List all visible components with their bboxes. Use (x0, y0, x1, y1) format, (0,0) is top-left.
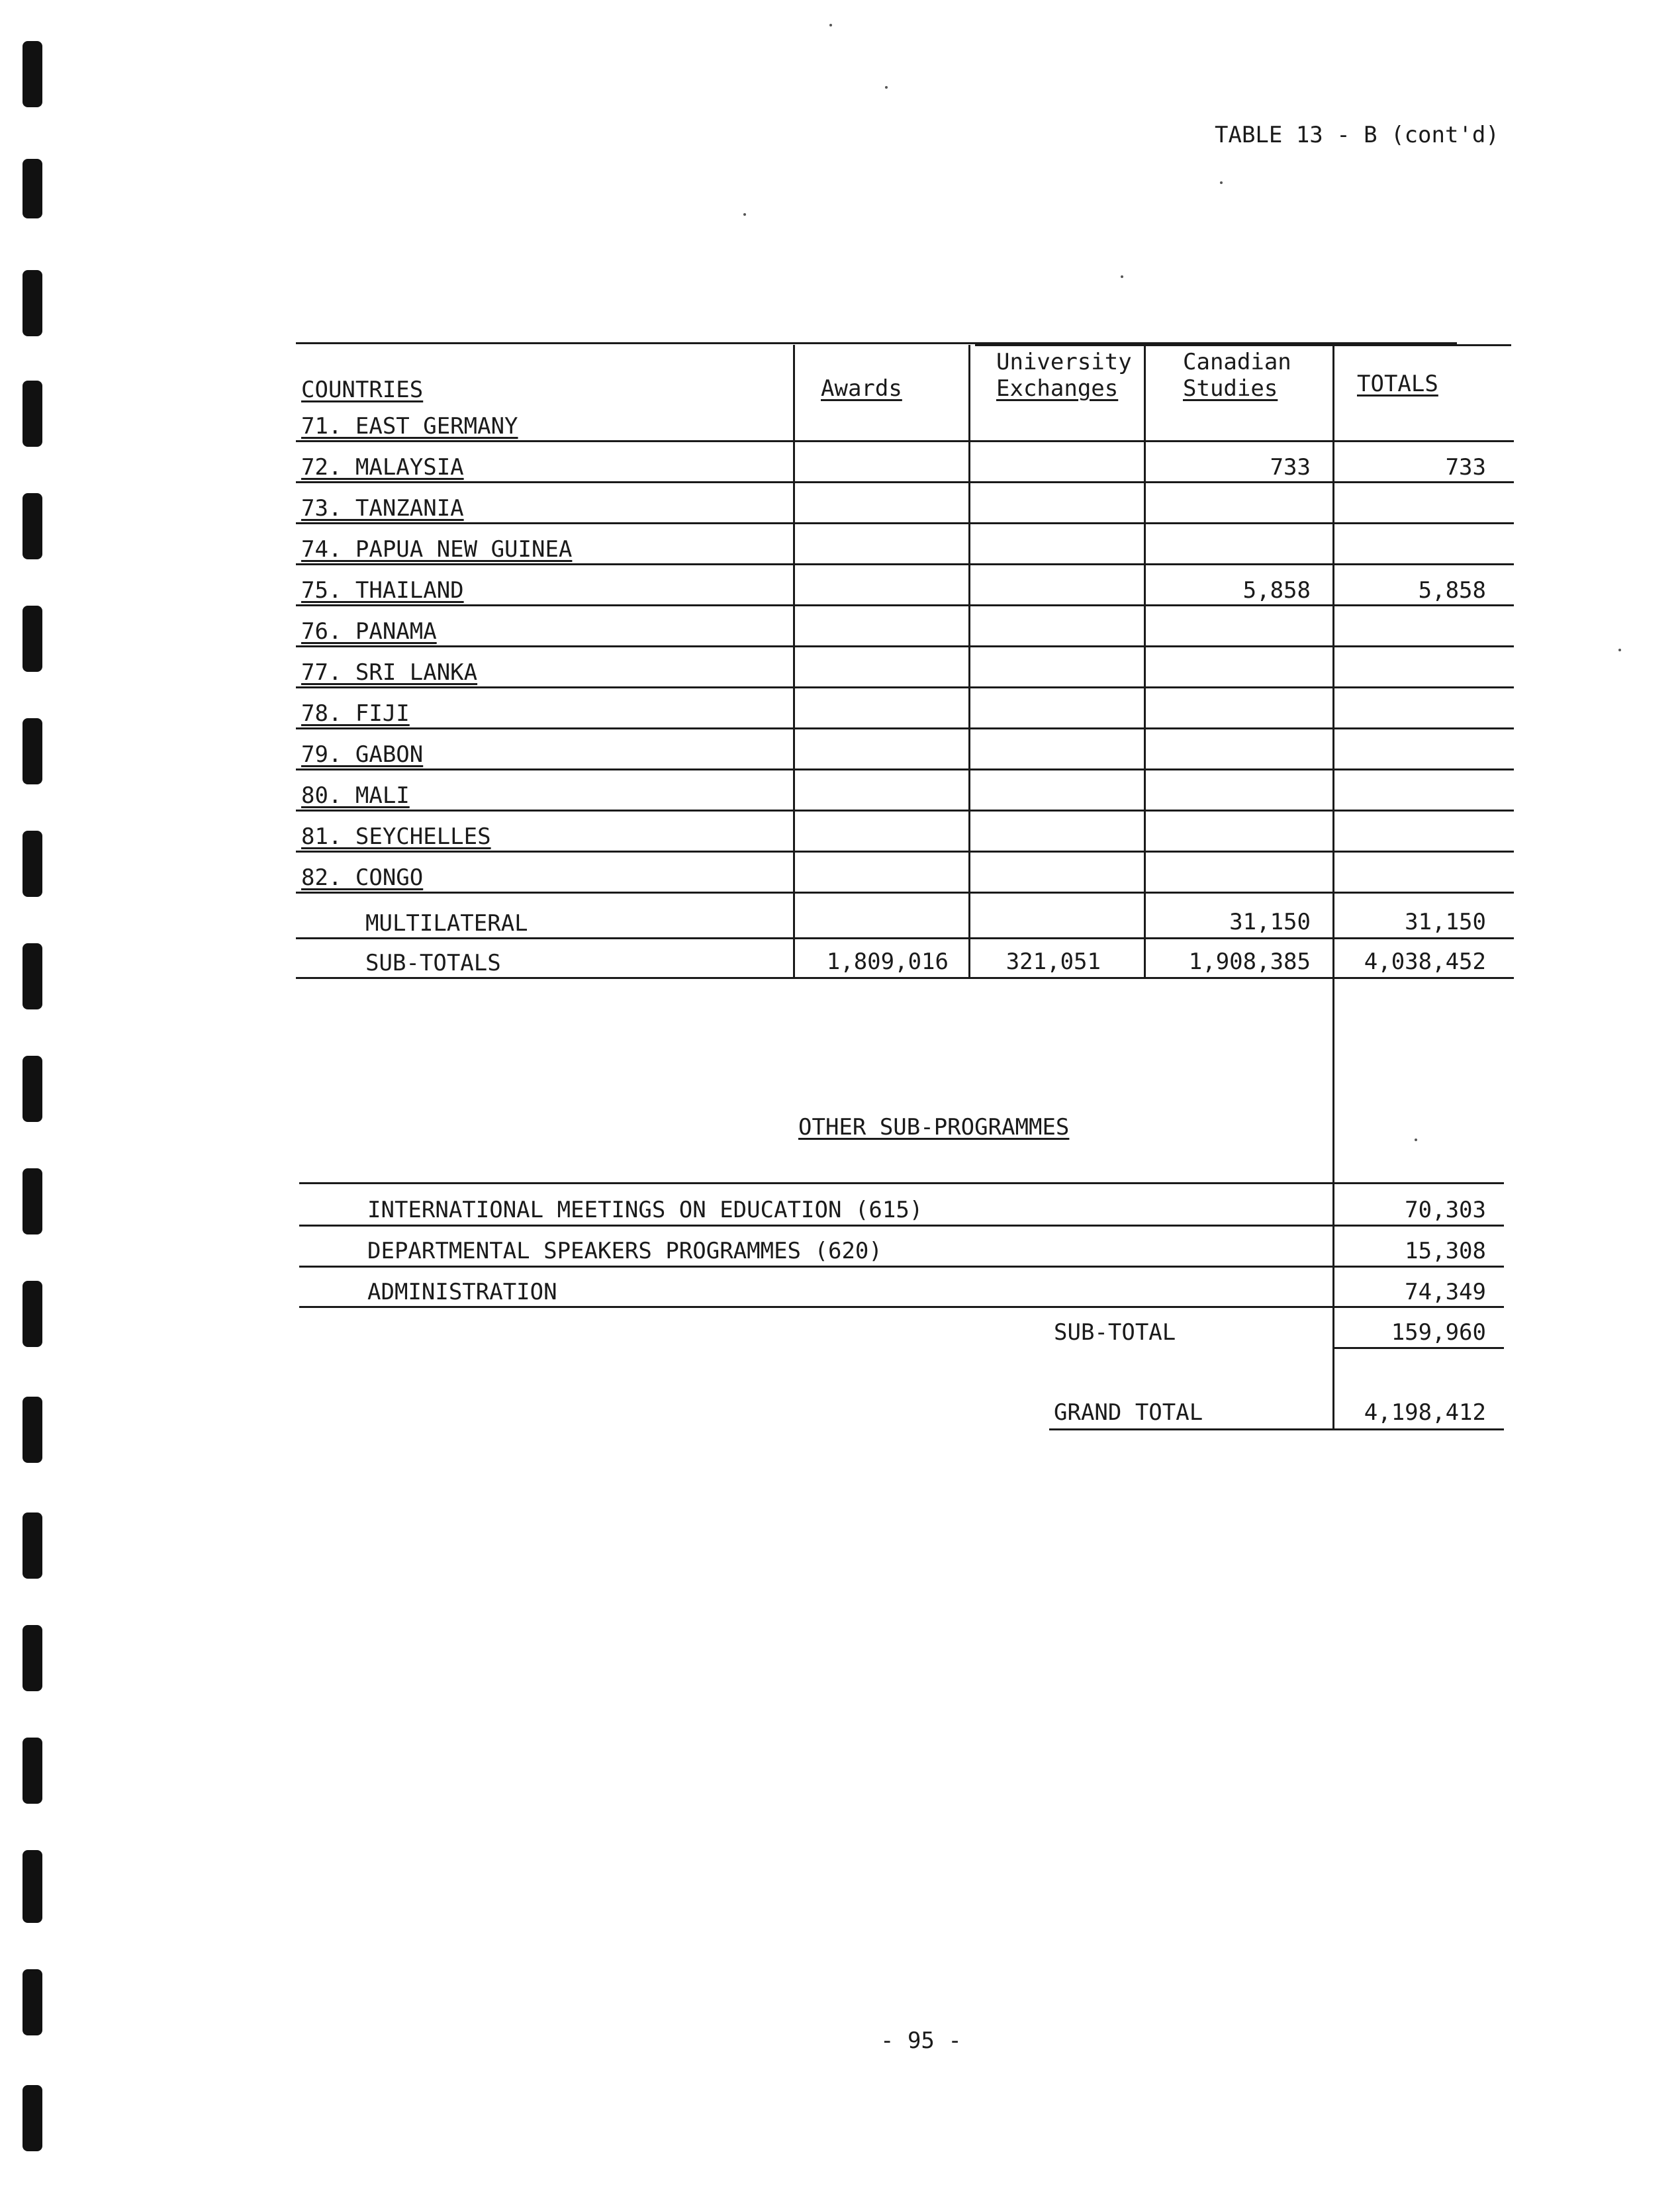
scan-speck (1618, 649, 1621, 651)
other-subtotal-label: SUB-TOTAL (1054, 1319, 1176, 1346)
country-name: 79. GABON (301, 741, 424, 768)
subtotals-total: 4,038,452 (1364, 949, 1486, 975)
column-header-countries: COUNTRIES (301, 377, 424, 403)
country-name: 73. TANZANIA (301, 495, 464, 522)
other-item-value: 15,308 (1405, 1238, 1486, 1264)
row-rule (296, 851, 1514, 853)
column-header-awards: Awards (821, 375, 902, 402)
binder-hole (23, 270, 42, 336)
other-item-label: INTERNATIONAL MEETINGS ON EDUCATION (615) (367, 1197, 923, 1223)
country-name: 75. THAILAND (301, 577, 464, 604)
scan-speck (885, 86, 888, 89)
scan-speck (1121, 275, 1123, 278)
binder-hole (23, 1850, 42, 1923)
row-rule (296, 768, 1514, 770)
binder-hole (23, 41, 42, 107)
grand-total-rule (1049, 1428, 1504, 1430)
country-name: 78. FIJI (301, 700, 410, 727)
country-name: 76. PANAMA (301, 618, 437, 645)
other-subtotal-rule (1332, 1347, 1504, 1349)
row-rule (296, 686, 1514, 688)
binder-hole (23, 1168, 42, 1234)
row-rule (296, 727, 1514, 729)
country-name: 77. SRI LANKA (301, 659, 478, 686)
other-item-rule (299, 1266, 1504, 1268)
page-number: - 95 - (880, 2027, 962, 2054)
other-item-value: 74,349 (1405, 1279, 1486, 1305)
other-item-rule (299, 1225, 1504, 1227)
binder-hole (23, 493, 42, 559)
row-rule (296, 563, 1514, 565)
country-name: 80. MALI (301, 782, 410, 809)
binder-hole (23, 381, 42, 447)
binder-hole (23, 943, 42, 1009)
multilateral-total: 31,150 (1405, 909, 1486, 935)
row-rule (296, 810, 1514, 812)
table-reference: TABLE 13 - B (cont'd) (1215, 122, 1499, 148)
binder-hole (23, 1281, 42, 1347)
binder-hole (23, 1969, 42, 2035)
binder-hole (23, 1625, 42, 1691)
binder-hole (23, 159, 42, 218)
table-top-rule-right (975, 344, 1511, 346)
multilateral-rule (296, 937, 1514, 939)
country-total-value: 5,858 (1418, 577, 1486, 604)
column-header-canadian-line1: Canadian (1183, 349, 1291, 375)
subtotals-canadian: 1,908,385 (1188, 949, 1311, 975)
row-rule (296, 892, 1514, 894)
row-rule (296, 645, 1514, 647)
binder-hole (23, 831, 42, 897)
row-rule (296, 440, 1514, 442)
other-top-rule (299, 1182, 1504, 1184)
other-subtotal-value: 159,960 (1391, 1319, 1486, 1346)
binder-hole (23, 2085, 42, 2151)
country-canadian-value: 733 (1270, 454, 1311, 481)
other-item-label: ADMINISTRATION (367, 1279, 557, 1305)
row-rule (296, 604, 1514, 606)
grand-total-value: 4,198,412 (1364, 1399, 1486, 1426)
column-header-university-line2: Exchanges (996, 375, 1119, 402)
binder-hole (23, 1738, 42, 1804)
other-item-value: 70,303 (1405, 1197, 1486, 1223)
row-rule (296, 481, 1514, 483)
country-name: 71. EAST GERMANY (301, 413, 518, 440)
country-name: 82. CONGO (301, 864, 424, 891)
subtotals-awards: 1,809,016 (826, 949, 949, 975)
subtotals-rule (296, 977, 1514, 979)
country-total-value: 733 (1445, 454, 1486, 481)
column-divider-totals (1332, 345, 1334, 1430)
other-item-label: DEPARTMENTAL SPEAKERS PROGRAMMES (620) (367, 1238, 882, 1264)
country-name: 81. SEYCHELLES (301, 823, 491, 850)
subtotals-label: SUB-TOTALS (365, 950, 501, 976)
row-rule (296, 522, 1514, 524)
column-header-university-line1: University (996, 349, 1132, 375)
scan-speck (829, 24, 832, 26)
country-canadian-value: 5,858 (1242, 577, 1311, 604)
grand-total-label: GRAND TOTAL (1054, 1399, 1203, 1426)
other-item-rule (299, 1306, 1504, 1308)
column-header-totals: TOTALS (1357, 371, 1438, 397)
multilateral-canadian: 31,150 (1229, 909, 1311, 935)
scan-speck (1415, 1139, 1417, 1141)
country-name: 72. MALAYSIA (301, 454, 464, 481)
multilateral-label: MULTILATERAL (365, 910, 528, 937)
subtotals-university: 321,051 (1005, 949, 1101, 975)
binder-hole (23, 606, 42, 672)
other-subprogrammes-heading: OTHER SUB-PROGRAMMES (798, 1114, 1070, 1140)
binder-hole (23, 718, 42, 784)
binder-hole (23, 1512, 42, 1579)
scan-speck (743, 213, 746, 216)
binder-hole (23, 1056, 42, 1122)
scan-speck (1220, 181, 1223, 184)
column-header-canadian-line2: Studies (1183, 375, 1278, 402)
binder-hole (23, 1397, 42, 1463)
country-name: 74. PAPUA NEW GUINEA (301, 536, 573, 563)
